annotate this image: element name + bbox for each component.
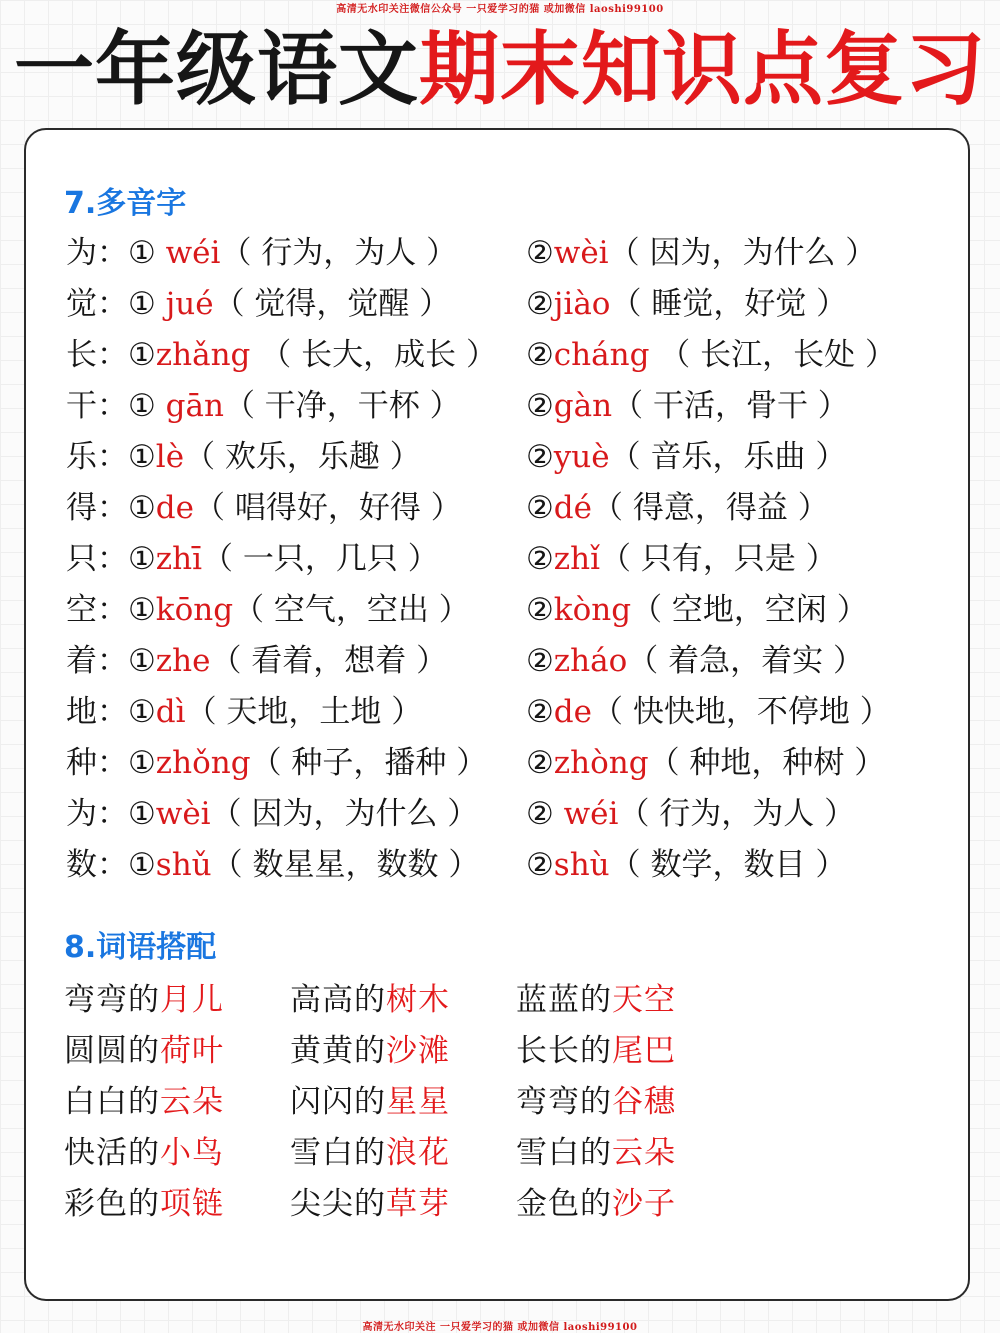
example-words-one: （ 种子，播种 ）: [250, 745, 488, 781]
collocation-modifier: 弯弯的: [64, 982, 160, 1018]
collocation-row: [64, 1128, 944, 1179]
pinyin-two: zháo: [553, 643, 628, 679]
polyphone-char: 觉: [66, 286, 97, 322]
circled-number-one: ①: [128, 745, 156, 781]
reading-one: [66, 228, 457, 279]
collocation-modifier: 长长的: [516, 1033, 612, 1069]
collocation-modifier: 蓝蓝的: [516, 982, 612, 1018]
circled-number-one: ①: [128, 235, 156, 271]
collocation-noun: 荷叶: [160, 1033, 224, 1069]
reading-one: [66, 330, 497, 381]
circled-number-one: ①: [128, 388, 156, 424]
collocation-modifier: 白白的: [64, 1084, 160, 1120]
collocation-noun: 月儿: [160, 982, 224, 1018]
polyphone-char: 只: [66, 541, 97, 577]
example-words-one: （ 天地，土地 ）: [185, 694, 423, 730]
pinyin-one: shǔ: [155, 847, 212, 883]
collocation-noun: 星星: [386, 1084, 450, 1120]
example-words-one: （ 觉得，觉醒 ）: [213, 286, 451, 322]
collocation-modifier: 快活的: [64, 1135, 160, 1171]
pinyin-two: gàn: [553, 388, 613, 424]
example-words-two: （ 数学，数目 ）: [609, 847, 847, 883]
collocation-row: [64, 1026, 944, 1077]
watermark-top-note: 高清无水印关注微信公众号 一只爱学习的猫 或加微信 laoshi99100: [336, 4, 664, 15]
collocation-noun: 草芽: [386, 1186, 450, 1222]
circled-number-one: ①: [128, 337, 156, 373]
reading-one: [66, 381, 461, 432]
example-words-two: （ 着急，着实 ）: [627, 643, 864, 679]
polyphone-char: 着: [66, 643, 97, 679]
circled-number-one: ①: [128, 694, 156, 730]
reading-one: [66, 738, 487, 789]
example-words-two: （ 因为，为什么 ）: [608, 235, 877, 271]
colon-separator: ：: [97, 541, 128, 577]
reading-one: [66, 636, 447, 687]
circled-number-two: ②: [526, 745, 554, 781]
colon-separator: ：: [97, 745, 128, 781]
colon-separator: ：: [97, 796, 128, 832]
collocation-noun: 尾巴: [612, 1033, 676, 1069]
reading-one: [66, 585, 470, 636]
example-words-two: （ 长江，长处 ）: [649, 337, 896, 373]
collocation-pair: [64, 1179, 224, 1230]
reading-two: [526, 330, 896, 381]
reading-two: [526, 687, 891, 738]
pinyin-one: lè: [155, 439, 185, 475]
polyphone-char: 数: [66, 847, 97, 883]
pinyin-one: wèi: [155, 796, 211, 832]
collocation-noun: 树木: [386, 982, 450, 1018]
collocation-pair: [516, 1179, 676, 1230]
collocation-pair: [516, 1026, 676, 1077]
reading-two: [526, 636, 864, 687]
collocation-pair: [290, 1128, 450, 1179]
colon-separator: ：: [97, 643, 128, 679]
example-words-one: （ 干净，干杯 ）: [223, 388, 461, 424]
circled-number-one: ①: [128, 541, 156, 577]
collocation-modifier: 黄黄的: [290, 1033, 386, 1069]
example-words-one: （ 欢乐，乐趣 ）: [184, 439, 421, 475]
circled-number-one: ①: [128, 847, 156, 883]
collocation-noun: 沙子: [612, 1186, 676, 1222]
pinyin-two: shù: [553, 847, 610, 883]
circled-number-two: ②: [526, 286, 554, 322]
polyphone-char: 乐: [66, 439, 97, 475]
colon-separator: ：: [97, 388, 128, 424]
pinyin-one: gān: [155, 388, 224, 424]
collocation-noun: 项链: [160, 1186, 224, 1222]
circled-number-one: ①: [128, 796, 156, 832]
collocation-row: [64, 1077, 944, 1128]
reading-one: [66, 840, 479, 891]
reading-one: [66, 789, 478, 840]
example-words-two: （ 得意，得益 ）: [592, 490, 829, 526]
collocation-pair: [516, 975, 676, 1026]
reading-two: [526, 483, 829, 534]
collocation-modifier: 闪闪的: [290, 1084, 386, 1120]
collocation-noun: 谷穗: [612, 1084, 676, 1120]
reading-two: [526, 534, 837, 585]
pinyin-one: wéi: [155, 235, 221, 271]
circled-number-two: ②: [526, 694, 554, 730]
collocation-pair: [64, 975, 224, 1026]
collocation-pair: [64, 1077, 224, 1128]
colon-separator: ：: [97, 490, 128, 526]
pinyin-two: cháng: [553, 337, 650, 373]
collocation-pair: [290, 1179, 450, 1230]
collocation-noun: 云朵: [612, 1135, 676, 1171]
collocation-pair: [290, 1077, 450, 1128]
page-title: [0, 20, 1000, 120]
reading-one: [66, 483, 462, 534]
pinyin-one: jué: [155, 286, 214, 322]
reading-two: [526, 432, 846, 483]
example-words-two: （ 种地，种树 ）: [648, 745, 886, 781]
circled-number-two: ②: [526, 490, 554, 526]
pinyin-two: zhǐ: [553, 541, 601, 577]
colon-separator: ：: [97, 337, 128, 373]
collocation-noun: 云朵: [160, 1084, 224, 1120]
polyphone-char: 为: [66, 796, 97, 832]
collocation-pair: [64, 1026, 224, 1077]
collocation-modifier: 弯弯的: [516, 1084, 612, 1120]
collocation-modifier: 彩色的: [64, 1186, 160, 1222]
collocation-noun: 沙滩: [386, 1033, 450, 1069]
circled-number-two: ②: [526, 847, 554, 883]
circled-number-two: ②: [526, 643, 554, 679]
pinyin-one: zhī: [155, 541, 203, 577]
example-words-one: （ 数星星，数数 ）: [211, 847, 480, 883]
reading-two: [526, 738, 885, 789]
circled-number-one: ①: [128, 286, 156, 322]
pinyin-two: dé: [553, 490, 592, 526]
example-words-two: （ 空地，空闲 ）: [631, 592, 868, 628]
pinyin-two: yuè: [553, 439, 610, 475]
pinyin-one: dì: [155, 694, 186, 730]
example-words-one: （ 唱得好，好得 ）: [194, 490, 462, 526]
circled-number-two: ②: [526, 388, 554, 424]
pinyin-one: de: [155, 490, 194, 526]
collocation-noun: 浪花: [386, 1135, 450, 1171]
pinyin-one: zhǎng: [155, 337, 251, 373]
colon-separator: ：: [97, 694, 128, 730]
polyphone-char: 干: [66, 388, 97, 424]
circled-number-one: ①: [128, 592, 156, 628]
polyphone-char: 为: [66, 235, 97, 271]
example-words-one: （ 看着，想着 ）: [210, 643, 448, 679]
content-card: [24, 128, 970, 1301]
polyphone-char: 地: [66, 694, 97, 730]
collocation-pair: [290, 975, 450, 1026]
example-words-two: （ 睡觉，好觉 ）: [610, 286, 848, 322]
reading-two: [526, 381, 849, 432]
pinyin-two: jiào: [553, 286, 611, 322]
collocation-pair: [64, 1128, 224, 1179]
pinyin-two: de: [553, 694, 592, 730]
collocation-row: [64, 975, 944, 1026]
pinyin-two: wéi: [553, 796, 619, 832]
collocation-modifier: 金色的: [516, 1186, 612, 1222]
example-words-one: （ 长大，成长 ）: [250, 337, 497, 373]
polyphone-char: 空: [66, 592, 97, 628]
reading-two: [526, 228, 876, 279]
example-words-two: （ 行为，为人 ）: [618, 796, 856, 832]
collocation-noun: 小鸟: [160, 1135, 224, 1171]
circled-number-one: ①: [128, 439, 156, 475]
collocation-modifier: 雪白的: [516, 1135, 612, 1171]
pinyin-two: wèi: [553, 235, 609, 271]
collocation-modifier: 雪白的: [290, 1135, 386, 1171]
pinyin-one: zhe: [155, 643, 211, 679]
section-title-polyphones: 7.多音字: [64, 186, 187, 221]
pinyin-one: kōng: [155, 592, 234, 628]
colon-separator: ：: [97, 439, 128, 475]
colon-separator: ：: [97, 286, 128, 322]
example-words-one: （ 一只，几只 ）: [202, 541, 439, 577]
collocation-modifier: 圆圆的: [64, 1033, 160, 1069]
pinyin-one: zhǒng: [155, 745, 251, 781]
collocation-row: [64, 1179, 944, 1230]
example-words-two: （ 快快地，不停地 ）: [592, 694, 891, 730]
colon-separator: ：: [97, 592, 128, 628]
title-black-part: 一年级语文: [14, 23, 419, 116]
collocation-pair: [516, 1128, 676, 1179]
collocation-pair: [516, 1077, 676, 1128]
reading-one: [66, 279, 450, 330]
circled-number-one: ①: [128, 643, 156, 679]
reading-two: [526, 789, 855, 840]
colon-separator: ：: [97, 235, 128, 271]
circled-number-one: ①: [128, 490, 156, 526]
colon-separator: ：: [97, 847, 128, 883]
reading-two: [526, 840, 846, 891]
circled-number-two: ②: [526, 592, 554, 628]
circled-number-two: ②: [526, 235, 554, 271]
example-words-one: （ 空气，空出 ）: [233, 592, 470, 628]
example-words-two: （ 只有，只是 ）: [600, 541, 837, 577]
pinyin-two: zhòng: [553, 745, 649, 781]
collocation-noun: 天空: [612, 982, 676, 1018]
polyphone-char: 种: [66, 745, 97, 781]
circled-number-two: ②: [526, 337, 554, 373]
reading-two: [526, 585, 868, 636]
polyphone-char: 得: [66, 490, 97, 526]
reading-two: [526, 279, 847, 330]
reading-one: [66, 687, 422, 738]
collocation-pair: [290, 1026, 450, 1077]
example-words-one: （ 因为，为什么 ）: [210, 796, 479, 832]
pinyin-two: kòng: [553, 592, 632, 628]
circled-number-two: ②: [526, 796, 554, 832]
polyphone-char: 长: [66, 337, 97, 373]
watermark-bottom-note: 高清无水印关注 一只爱学习的猫 或加微信 laoshi99100: [362, 1322, 638, 1333]
example-words-two: （ 干活，骨干 ）: [612, 388, 849, 424]
collocation-modifier: 高高的: [290, 982, 386, 1018]
circled-number-two: ②: [526, 439, 554, 475]
reading-one: [66, 432, 421, 483]
section-title-collocations: 8.词语搭配: [64, 930, 217, 965]
example-words-two: （ 音乐，乐曲 ）: [609, 439, 847, 475]
reading-one: [66, 534, 439, 585]
collocation-modifier: 尖尖的: [290, 1186, 386, 1222]
circled-number-two: ②: [526, 541, 554, 577]
title-red-part: 期末知识点复习: [419, 23, 986, 116]
example-words-one: （ 行为，为人 ）: [220, 235, 458, 271]
